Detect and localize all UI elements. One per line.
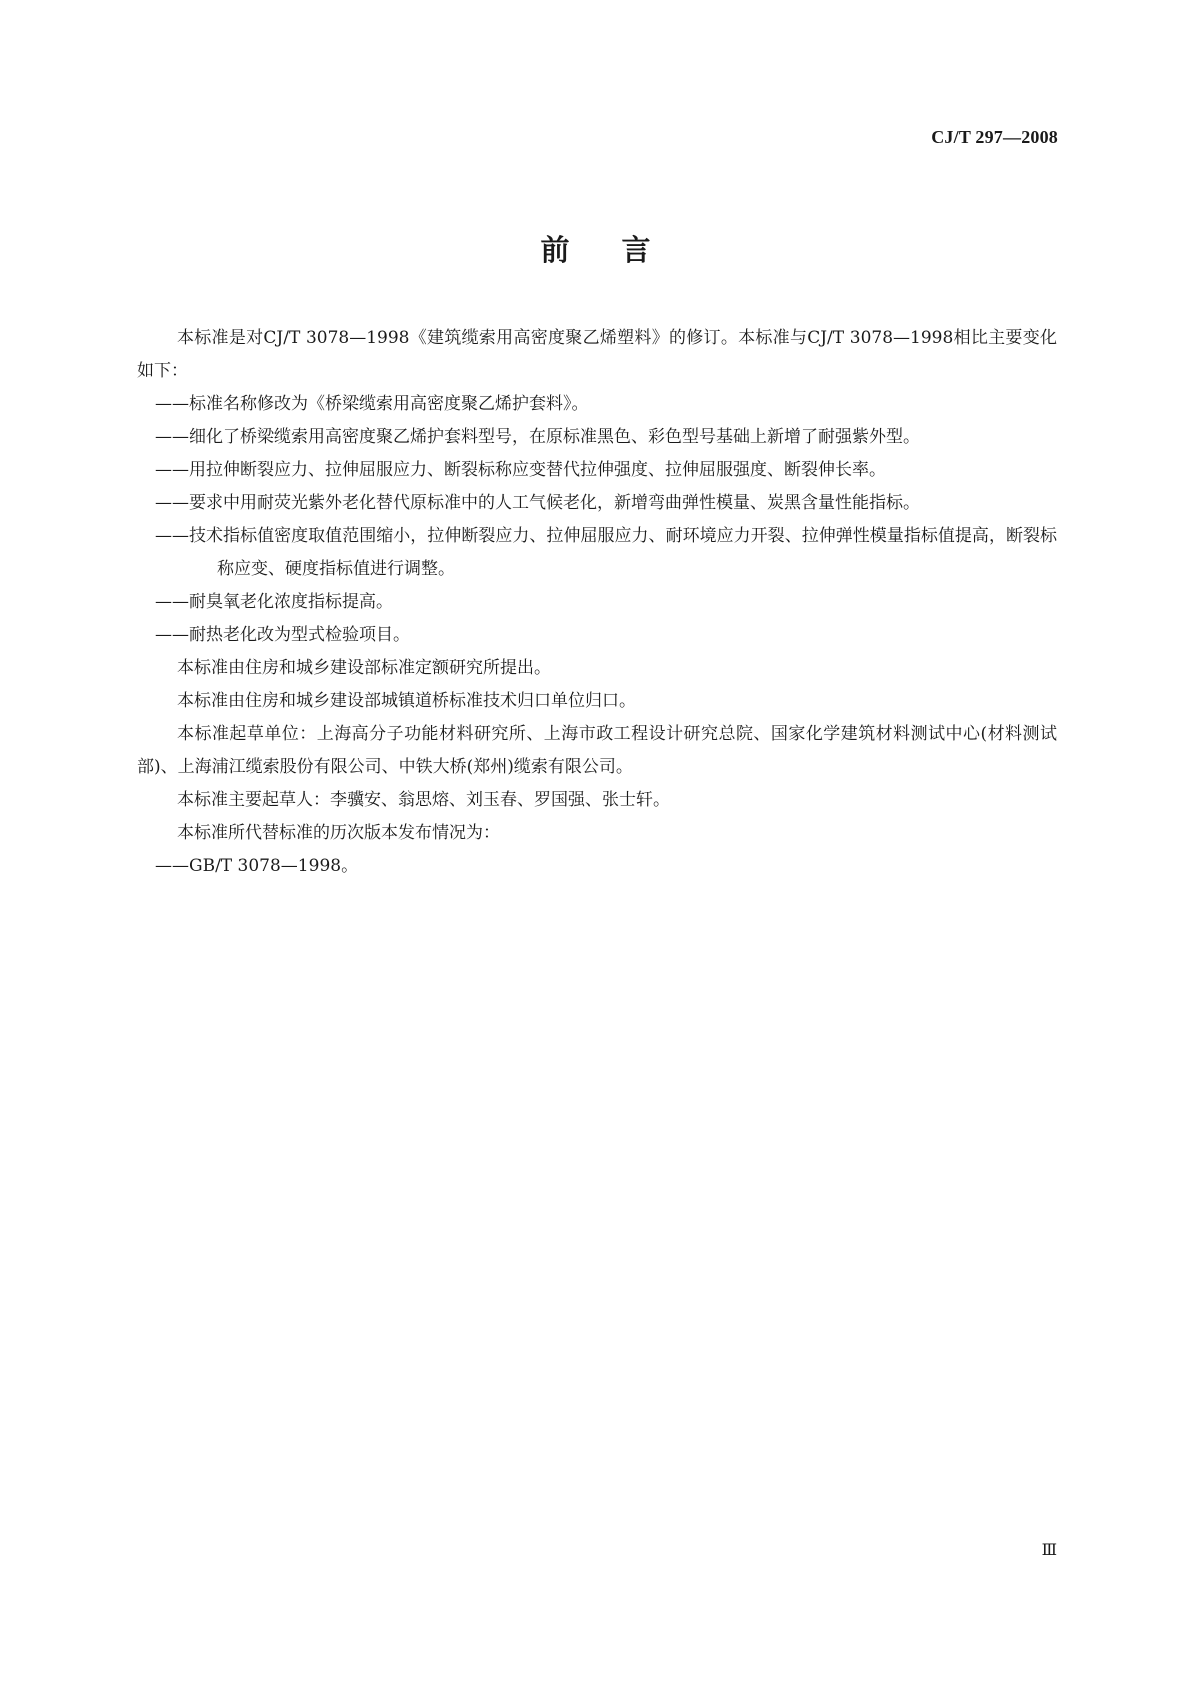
change-item: ——耐臭氧老化浓度指标提高。 <box>155 592 393 612</box>
change-item: ——标准名称修改为《桥梁缆索用高密度聚乙烯护套料》。 <box>155 394 589 414</box>
changes-list <box>137 388 1057 652</box>
foreword-body <box>137 322 1057 883</box>
managed-by-paragraph: 本标准由住房和城乡建设部城镇道桥标准技术归口单位归口。 <box>177 691 636 711</box>
drafters-paragraph: 本标准主要起草人：李骥安、翁思熔、刘玉春、罗国强、张士轩。 <box>177 790 670 810</box>
intro-paragraph: 本标准是对CJ/T 3078—1998《建筑缆索用高密度聚乙烯塑料》的修订。本标准与CJ/T 3078—1998相比主要变化如下： <box>137 328 1057 381</box>
change-item: ——要求中用耐荧光紫外老化替代原标准中的人工气候老化，新增弯曲弹性模量、炭黑含量性能指标。 <box>155 493 920 513</box>
history-intro-paragraph: 本标准所代替标准的历次版本发布情况为： <box>177 823 500 843</box>
drafting-units-paragraph: 本标准起草单位：上海高分子功能材料研究所、上海市政工程设计研究总院、国家化学建筑材料测试中心(材料测试部)、上海浦江缆索股份有限公司、中铁大桥(郑州)缆索有限公司。 <box>137 724 1057 777</box>
change-item: ——用拉伸断裂应力、拉伸屈服应力、断裂标称应变替代拉伸强度、拉伸屈服强度、断裂伸长率。 <box>155 460 886 480</box>
change-item: ——技术指标值密度取值范围缩小，拉伸断裂应力、拉伸屈服应力、耐环境应力开裂、拉伸弹性模量指标值提高，断裂标称应变、硬度指标值进行调整。 <box>155 526 1057 579</box>
change-item: ——耐热老化改为型式检验项目。 <box>155 625 410 645</box>
standard-code: CJ/T 297—2008 <box>931 127 1058 147</box>
page-title: 前言 <box>540 233 703 267</box>
page-number: Ⅲ <box>1041 1542 1057 1559</box>
history-item: ——GB/T 3078—1998。 <box>155 856 359 876</box>
change-item: ——细化了桥梁缆索用高密度聚乙烯护套料型号，在原标准黑色、彩色型号基础上新增了耐强紫外型。 <box>155 427 920 447</box>
proposed-by-paragraph: 本标准由住房和城乡建设部标准定额研究所提出。 <box>177 658 551 678</box>
